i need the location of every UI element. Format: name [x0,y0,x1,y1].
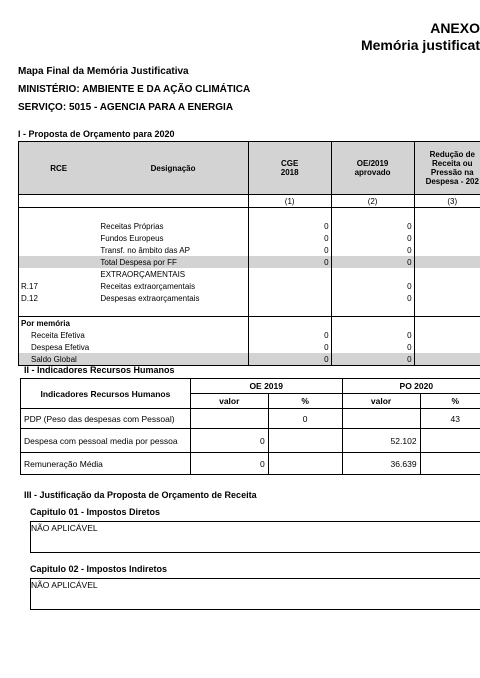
table-row: R.17 Receitas extraorçamentais 0 [19,280,480,292]
budget-table [18,141,480,366]
hr-col-oe: OE 2019 [190,379,342,394]
table-row: Despesa com pessoal media por pessoa 0 52.102 [21,429,480,453]
col-oe: OE/2019 aprovado [331,142,414,195]
col-num-1: (1) [248,195,331,208]
table-row: Remuneração Média 0 36.639 [21,453,480,475]
col-num-3: (3) [414,195,480,208]
table-row: Receitas Próprias 0 0 [19,220,480,232]
memo-title-row: Por memória [19,317,480,330]
hr-col-label: Indicadores Recursos Humanos [21,379,191,409]
col-designacao: Designação [98,142,248,195]
table-row: EXTRAORÇAMENTAIS [19,268,480,280]
cap2-box [30,578,480,610]
table-row: Transf. no âmbito das AP 0 0 [19,244,480,256]
hr-col-po: PO 2020 [342,379,480,394]
section1-title: I - Proposta de Orçamento para 2020 [18,129,175,139]
col-reducao: Redução de Receita ou Pressão na Despesa - 202 [414,142,480,195]
cap2-text: NÃO APLICÁVEL [31,580,98,590]
cap1-box [30,521,480,553]
section2-title: II - Indicadores Recursos Humanos [24,365,175,375]
hr-table: Indicadores Recursos Humanos OE 2019 PO 2020 valor % valor % PDP (Peso das despesas com Pessoal) 0 43 Despesa com pessoal media por pessoa 0 52.102 Remuneração Média 0 36.639 [20,378,480,475]
table-row-saldo: Saldo Global 0 0 [19,353,480,366]
table-row-total: Total Despesa por FF 0 0 [19,256,480,268]
table-row: Fundos Europeus 0 0 [19,232,480,244]
section3-title: III - Justificação da Proposta de Orçamento de Receita [24,490,257,500]
table-row: D.12 Despesas extraorçamentais 0 [19,292,480,304]
table-row: Receita Efetiva 0 0 [19,329,480,341]
col-cge: CGE 2018 [248,142,331,195]
map-title: Mapa Final da Memória Justificativa [18,66,189,77]
col-num-2: (2) [331,195,414,208]
annex-heading: ANEXO [430,20,480,36]
table-row: PDP (Peso das despesas com Pessoal) 0 43 [21,409,480,429]
service-title: SERVIÇO: 5015 - AGENCIA PARA A ENERGIA [18,102,234,113]
ministry-title: MINISTÉRIO: AMBIENTE E DA AÇÃO CLIMÁTICA [18,84,251,95]
memoria-heading: Memória justificat [360,37,480,53]
cap1-title: Capitulo 01 - Impostos Diretos [30,507,161,517]
cap2-title: Capitulo 02 - Impostos Indiretos [30,564,168,574]
table-row: Despesa Efetiva 0 0 [19,341,480,353]
col-rce: RCE [19,142,99,195]
cap1-text: NÃO APLICÁVEL [31,523,98,533]
